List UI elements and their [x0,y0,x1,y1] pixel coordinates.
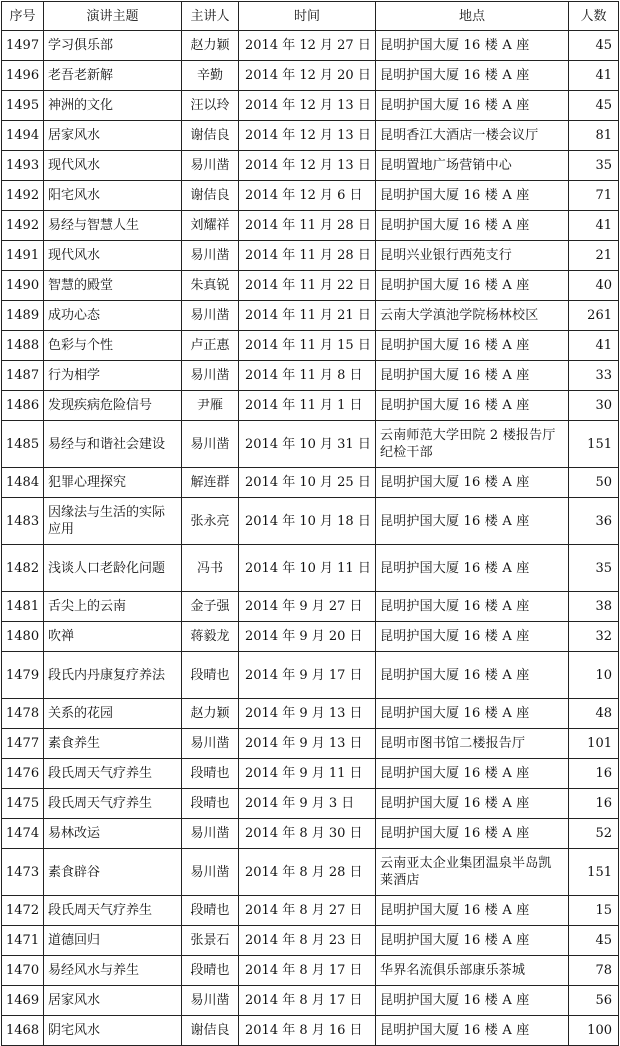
cell-id: 1489 [2,301,44,331]
cell-location: 昆明护国大厦 16 楼 A 座 [376,545,569,592]
cell-topic: 现代风水 [44,241,182,271]
cell-speaker: 卢正惠 [182,331,239,361]
cell-location: 昆明护国大厦 16 楼 A 座 [376,592,569,622]
cell-location: 昆明护国大厦 16 楼 A 座 [376,468,569,498]
cell-location: 昆明护国大厦 16 楼 A 座 [376,622,569,652]
table-row [2,61,619,91]
table-row [2,361,619,391]
table-row [2,729,619,759]
cell-count: 41 [569,211,619,241]
cell-speaker: 朱真锐 [182,271,239,301]
cell-location: 昆明护国大厦 16 楼 A 座 [376,789,569,819]
cell-speaker: 谢佶良 [182,1016,239,1046]
cell-location: 昆明护国大厦 16 楼 A 座 [376,699,569,729]
cell-topic: 学习俱乐部 [44,31,182,61]
cell-id: 1469 [2,986,44,1016]
table-row [2,498,619,545]
table-row [2,926,619,956]
cell-id: 1492 [2,181,44,211]
cell-time: 2014 年 8 月 17 日 [239,986,376,1016]
cell-topic: 舌尖上的云南 [44,592,182,622]
cell-count: 100 [569,1016,619,1046]
header-row [2,2,619,31]
table-row [2,121,619,151]
cell-id: 1493 [2,151,44,181]
table-row [2,468,619,498]
cell-id: 1484 [2,468,44,498]
cell-topic: 浅谈人口老龄化问题 [44,545,182,592]
cell-location: 昆明护国大厦 16 楼 A 座 [376,331,569,361]
cell-location: 昆明护国大厦 16 楼 A 座 [376,391,569,421]
cell-location: 昆明护国大厦 16 楼 A 座 [376,896,569,926]
cell-id: 1473 [2,849,44,896]
table-row [2,91,619,121]
cell-topic: 居家风水 [44,986,182,1016]
cell-time: 2014 年 8 月 28 日 [239,849,376,896]
cell-topic: 素食养生 [44,729,182,759]
cell-time: 2014 年 12 月 20 日 [239,61,376,91]
table-row [2,301,619,331]
header-speaker: 主讲人 [182,2,239,31]
cell-time: 2014 年 11 月 28 日 [239,211,376,241]
cell-time: 2014 年 11 月 21 日 [239,301,376,331]
cell-id: 1478 [2,699,44,729]
table-row [2,699,619,729]
cell-speaker: 易川凿 [182,241,239,271]
cell-count: 36 [569,498,619,545]
header-id: 序号 [2,2,44,31]
cell-topic: 犯罪心理探究 [44,468,182,498]
cell-location: 昆明香江大酒店一楼会议厅 [376,121,569,151]
cell-speaker: 易川凿 [182,819,239,849]
cell-count: 38 [569,592,619,622]
cell-count: 10 [569,652,619,699]
cell-id: 1472 [2,896,44,926]
cell-time: 2014 年 8 月 16 日 [239,1016,376,1046]
cell-speaker: 汪以玲 [182,91,239,121]
header-count: 人数 [569,2,619,31]
table-row [2,545,619,592]
cell-count: 48 [569,699,619,729]
cell-count: 45 [569,31,619,61]
cell-speaker: 金子强 [182,592,239,622]
cell-topic: 吹禅 [44,622,182,652]
cell-count: 45 [569,91,619,121]
table-row [2,181,619,211]
cell-count: 78 [569,956,619,986]
cell-id: 1491 [2,241,44,271]
cell-location: 昆明护国大厦 16 楼 A 座 [376,926,569,956]
cell-time: 2014 年 8 月 27 日 [239,896,376,926]
cell-count: 56 [569,986,619,1016]
table-row [2,849,619,896]
cell-location: 云南亚太企业集团温泉半岛凯莱酒店 [376,849,569,896]
cell-speaker: 段晴也 [182,652,239,699]
cell-topic: 色彩与个性 [44,331,182,361]
cell-id: 1487 [2,361,44,391]
cell-time: 2014 年 11 月 8 日 [239,361,376,391]
header-location: 地点 [376,2,569,31]
cell-id: 1481 [2,592,44,622]
cell-topic: 段氏周天气疗养生 [44,759,182,789]
cell-time: 2014 年 11 月 22 日 [239,271,376,301]
cell-speaker: 段晴也 [182,759,239,789]
cell-location: 昆明置地广场营销中心 [376,151,569,181]
cell-count: 45 [569,926,619,956]
cell-count: 52 [569,819,619,849]
cell-topic: 智慧的殿堂 [44,271,182,301]
cell-topic: 易林改运 [44,819,182,849]
table-row [2,331,619,361]
cell-time: 2014 年 12 月 13 日 [239,121,376,151]
cell-location: 昆明护国大厦 16 楼 A 座 [376,31,569,61]
cell-time: 2014 年 12 月 13 日 [239,91,376,121]
cell-location: 华界名流俱乐部康乐茶城 [376,956,569,986]
cell-speaker: 刘耀祥 [182,211,239,241]
cell-count: 33 [569,361,619,391]
cell-topic: 居家风水 [44,121,182,151]
table-row [2,592,619,622]
table-row [2,151,619,181]
cell-location: 昆明护国大厦 16 楼 A 座 [376,271,569,301]
cell-time: 2014 年 12 月 27 日 [239,31,376,61]
cell-topic: 现代风水 [44,151,182,181]
cell-time: 2014 年 9 月 3 日 [239,789,376,819]
cell-topic: 老吾老新解 [44,61,182,91]
cell-speaker: 易川凿 [182,421,239,468]
lecture-table [1,1,619,1046]
table-row [2,391,619,421]
cell-id: 1496 [2,61,44,91]
cell-time: 2014 年 9 月 20 日 [239,622,376,652]
cell-topic: 关系的花园 [44,699,182,729]
cell-speaker: 易川凿 [182,151,239,181]
cell-location: 昆明护国大厦 16 楼 A 座 [376,1016,569,1046]
cell-speaker: 蒋毅龙 [182,622,239,652]
cell-speaker: 谢佶良 [182,181,239,211]
cell-time: 2014 年 12 月 13 日 [239,151,376,181]
cell-id: 1497 [2,31,44,61]
table-row [2,31,619,61]
cell-topic: 成功心态 [44,301,182,331]
cell-count: 41 [569,61,619,91]
cell-count: 30 [569,391,619,421]
table-row [2,956,619,986]
cell-speaker: 谢佶良 [182,121,239,151]
cell-topic: 易经风水与养生 [44,956,182,986]
cell-id: 1482 [2,545,44,592]
cell-id: 1494 [2,121,44,151]
cell-location: 昆明护国大厦 16 楼 A 座 [376,181,569,211]
cell-speaker: 段晴也 [182,789,239,819]
cell-speaker: 易川凿 [182,301,239,331]
table-row [2,819,619,849]
table-row [2,421,619,468]
cell-location: 昆明护国大厦 16 楼 A 座 [376,91,569,121]
cell-time: 2014 年 9 月 27 日 [239,592,376,622]
cell-count: 15 [569,896,619,926]
cell-speaker: 段晴也 [182,956,239,986]
cell-id: 1492 [2,211,44,241]
cell-speaker: 冯书 [182,545,239,592]
cell-speaker: 易川凿 [182,986,239,1016]
cell-location: 昆明护国大厦 16 楼 A 座 [376,361,569,391]
cell-count: 71 [569,181,619,211]
cell-speaker: 辛勤 [182,61,239,91]
cell-speaker: 易川凿 [182,849,239,896]
table-body [2,31,619,1046]
cell-count: 21 [569,241,619,271]
cell-count: 16 [569,759,619,789]
cell-location: 昆明护国大厦 16 楼 A 座 [376,498,569,545]
cell-speaker: 解连群 [182,468,239,498]
cell-speaker: 张景石 [182,926,239,956]
cell-location: 云南师范大学田院 2 楼报告厅纪检干部 [376,421,569,468]
cell-speaker: 易川凿 [182,729,239,759]
cell-time: 2014 年 10 月 25 日 [239,468,376,498]
table-row [2,896,619,926]
cell-id: 1480 [2,622,44,652]
cell-topic: 阴宅风水 [44,1016,182,1046]
cell-id: 1488 [2,331,44,361]
cell-time: 2014 年 9 月 13 日 [239,729,376,759]
cell-count: 35 [569,151,619,181]
cell-location: 昆明市图书馆二楼报告厅 [376,729,569,759]
cell-speaker: 赵力颖 [182,699,239,729]
cell-topic: 神洲的文化 [44,91,182,121]
cell-time: 2014 年 10 月 18 日 [239,498,376,545]
cell-speaker: 张永亮 [182,498,239,545]
cell-id: 1490 [2,271,44,301]
cell-time: 2014 年 9 月 13 日 [239,699,376,729]
cell-topic: 易经与和谐社会建设 [44,421,182,468]
cell-topic: 段氏内丹康复疗养法 [44,652,182,699]
cell-topic: 段氏周天气疗养生 [44,896,182,926]
cell-count: 81 [569,121,619,151]
cell-time: 2014 年 8 月 30 日 [239,819,376,849]
cell-count: 151 [569,849,619,896]
cell-id: 1474 [2,819,44,849]
cell-location: 云南大学滇池学院杨林校区 [376,301,569,331]
cell-topic: 道德回归 [44,926,182,956]
cell-topic: 段氏周天气疗养生 [44,789,182,819]
table-row [2,789,619,819]
cell-id: 1479 [2,652,44,699]
table-row [2,271,619,301]
cell-count: 151 [569,421,619,468]
cell-id: 1470 [2,956,44,986]
cell-count: 32 [569,622,619,652]
cell-time: 2014 年 8 月 23 日 [239,926,376,956]
cell-count: 40 [569,271,619,301]
cell-location: 昆明护国大厦 16 楼 A 座 [376,986,569,1016]
cell-topic: 因缘法与生活的实际应用 [44,498,182,545]
cell-id: 1485 [2,421,44,468]
cell-count: 261 [569,301,619,331]
table-row [2,986,619,1016]
cell-count: 101 [569,729,619,759]
table-row [2,622,619,652]
cell-time: 2014 年 9 月 11 日 [239,759,376,789]
cell-time: 2014 年 10 月 11 日 [239,545,376,592]
cell-id: 1486 [2,391,44,421]
cell-id: 1471 [2,926,44,956]
cell-id: 1475 [2,789,44,819]
cell-time: 2014 年 10 月 31 日 [239,421,376,468]
cell-speaker: 易川凿 [182,361,239,391]
cell-time: 2014 年 11 月 1 日 [239,391,376,421]
cell-time: 2014 年 11 月 15 日 [239,331,376,361]
cell-speaker: 尹雁 [182,391,239,421]
table-row [2,652,619,699]
cell-location: 昆明护国大厦 16 楼 A 座 [376,652,569,699]
cell-location: 昆明护国大厦 16 楼 A 座 [376,211,569,241]
cell-location: 昆明护国大厦 16 楼 A 座 [376,759,569,789]
header-time: 时间 [239,2,376,31]
cell-location: 昆明兴业银行西苑支行 [376,241,569,271]
cell-time: 2014 年 9 月 17 日 [239,652,376,699]
cell-count: 35 [569,545,619,592]
cell-time: 2014 年 12 月 6 日 [239,181,376,211]
cell-location: 昆明护国大厦 16 楼 A 座 [376,61,569,91]
cell-id: 1483 [2,498,44,545]
cell-speaker: 段晴也 [182,896,239,926]
cell-topic: 行为相学 [44,361,182,391]
cell-count: 16 [569,789,619,819]
cell-topic: 素食辟谷 [44,849,182,896]
table-row [2,759,619,789]
cell-id: 1477 [2,729,44,759]
table-row [2,211,619,241]
table-row [2,241,619,271]
table-row [2,1016,619,1046]
cell-speaker: 赵力颖 [182,31,239,61]
cell-location: 昆明护国大厦 16 楼 A 座 [376,819,569,849]
cell-topic: 易经与智慧人生 [44,211,182,241]
cell-count: 50 [569,468,619,498]
cell-time: 2014 年 11 月 28 日 [239,241,376,271]
cell-topic: 发现疾病危险信号 [44,391,182,421]
cell-topic: 阳宅风水 [44,181,182,211]
cell-id: 1468 [2,1016,44,1046]
cell-id: 1495 [2,91,44,121]
header-topic: 演讲主题 [44,2,182,31]
cell-id: 1476 [2,759,44,789]
cell-time: 2014 年 8 月 17 日 [239,956,376,986]
cell-count: 41 [569,331,619,361]
